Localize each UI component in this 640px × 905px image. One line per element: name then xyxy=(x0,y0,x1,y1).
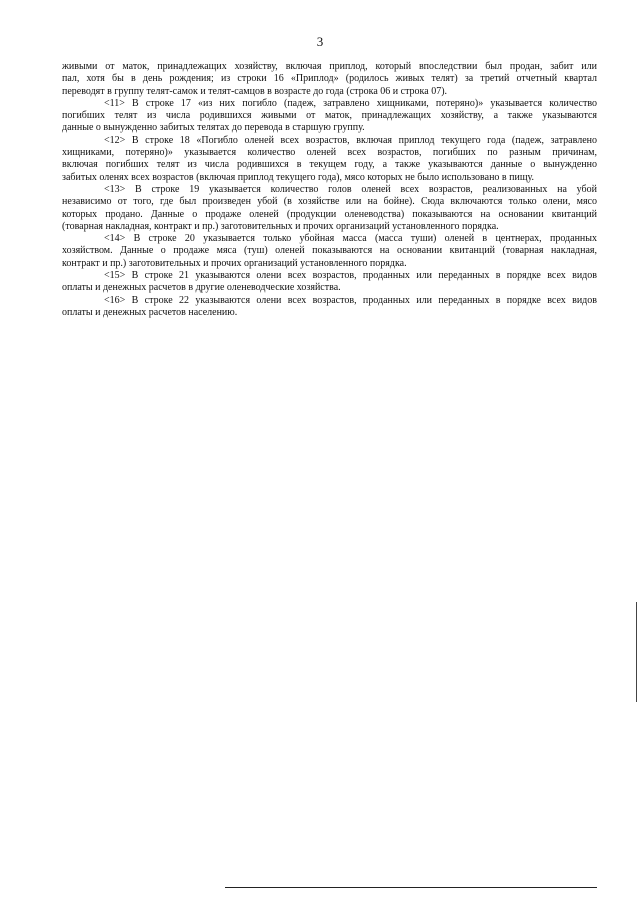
paragraph xyxy=(62,98,597,135)
text-line: контракт и пр.) заготовительных и прочих организаций установленного порядка. xyxy=(62,257,407,269)
text-line: которых продано. Данные о продаже оленей (продукции оленеводства) показываются на основании квитанций xyxy=(62,208,597,220)
paragraph xyxy=(62,135,597,184)
text-line: хищниками, потеряно)» указывается количество оленей всех возрастов, погибших по разным причинам, xyxy=(62,147,597,159)
page-number: 3 xyxy=(316,34,324,49)
paragraph xyxy=(62,295,597,320)
text-line: данные о вынужденно забитых телятах до перевода в старшую группу. xyxy=(62,122,365,134)
text-line: оплаты и денежных расчетов населению. xyxy=(62,306,238,318)
text-line: переводят в группу телят-самок и телят-самцов в возрасте до года (строка 06 и строка 07). xyxy=(62,85,448,97)
text-line: <14> В строке 20 указывается только убойная масса (масса туши) оленей в центнерах, проданных xyxy=(104,233,597,245)
text-line: оплаты и денежных расчетов в другие оленеводческие хозяйства. xyxy=(62,282,341,294)
text-line: <16> В строке 22 указываются олени всех возрастов, проданных или переданных в порядке всех видов xyxy=(104,294,597,306)
paragraph xyxy=(62,184,597,233)
bottom-rule xyxy=(225,887,597,888)
paragraph xyxy=(62,61,597,98)
text-line: <13> В строке 19 указывается количество голов оленей всех возрастов, реализованных на убой xyxy=(104,183,597,195)
text-line: хозяйством. Данные о продаже мяса (туш) оленей показываются на основании квитанций (товарная накладная, xyxy=(62,245,597,257)
text-line: <15> В строке 21 указываются олени всех возрастов, проданных или переданных в порядке всех видов xyxy=(104,270,597,282)
text-line: <12> В строке 18 «Погибло оленей всех возрастов, включая приплод текущего года (падеж, затравлено xyxy=(104,134,597,146)
text-line: пал, хотя бы в день рождения; из строки 16 «Приплод» (родилось живых телят) за третий отчетный квартал xyxy=(62,73,597,85)
text-line: включая погибших телят из числа родившихся в текущем году, а также указываются данные о вынужденно xyxy=(62,159,597,171)
paragraph xyxy=(62,270,597,295)
text-line: забитых оленях всех возрастов (включая приплод текущего года), мясо которых не было использовано в пищу. xyxy=(62,171,535,183)
text-line: <11> В строке 17 «из них погибло (падеж, затравлено хищниками, потеряно)» указывается количество xyxy=(104,97,597,109)
text-line: (товарная накладная, контракт и пр.) заготовительных и прочих организаций установленного порядка. xyxy=(62,220,499,232)
text-line: независимо от того, где был произведен убой (в хозяйстве или на бойне). Сюда включаются только олени, мясо xyxy=(62,196,597,208)
document-body xyxy=(62,61,597,319)
text-line: погибших телят из числа родившихся живыми от маток, принадлежащих хозяйству, а также указываются xyxy=(62,110,597,122)
right-edge-line xyxy=(636,602,637,702)
paragraph xyxy=(62,233,597,270)
text-line: живыми от маток, принадлежащих хозяйству, включая приплод, который впоследствии был продан, забит или xyxy=(62,61,597,72)
